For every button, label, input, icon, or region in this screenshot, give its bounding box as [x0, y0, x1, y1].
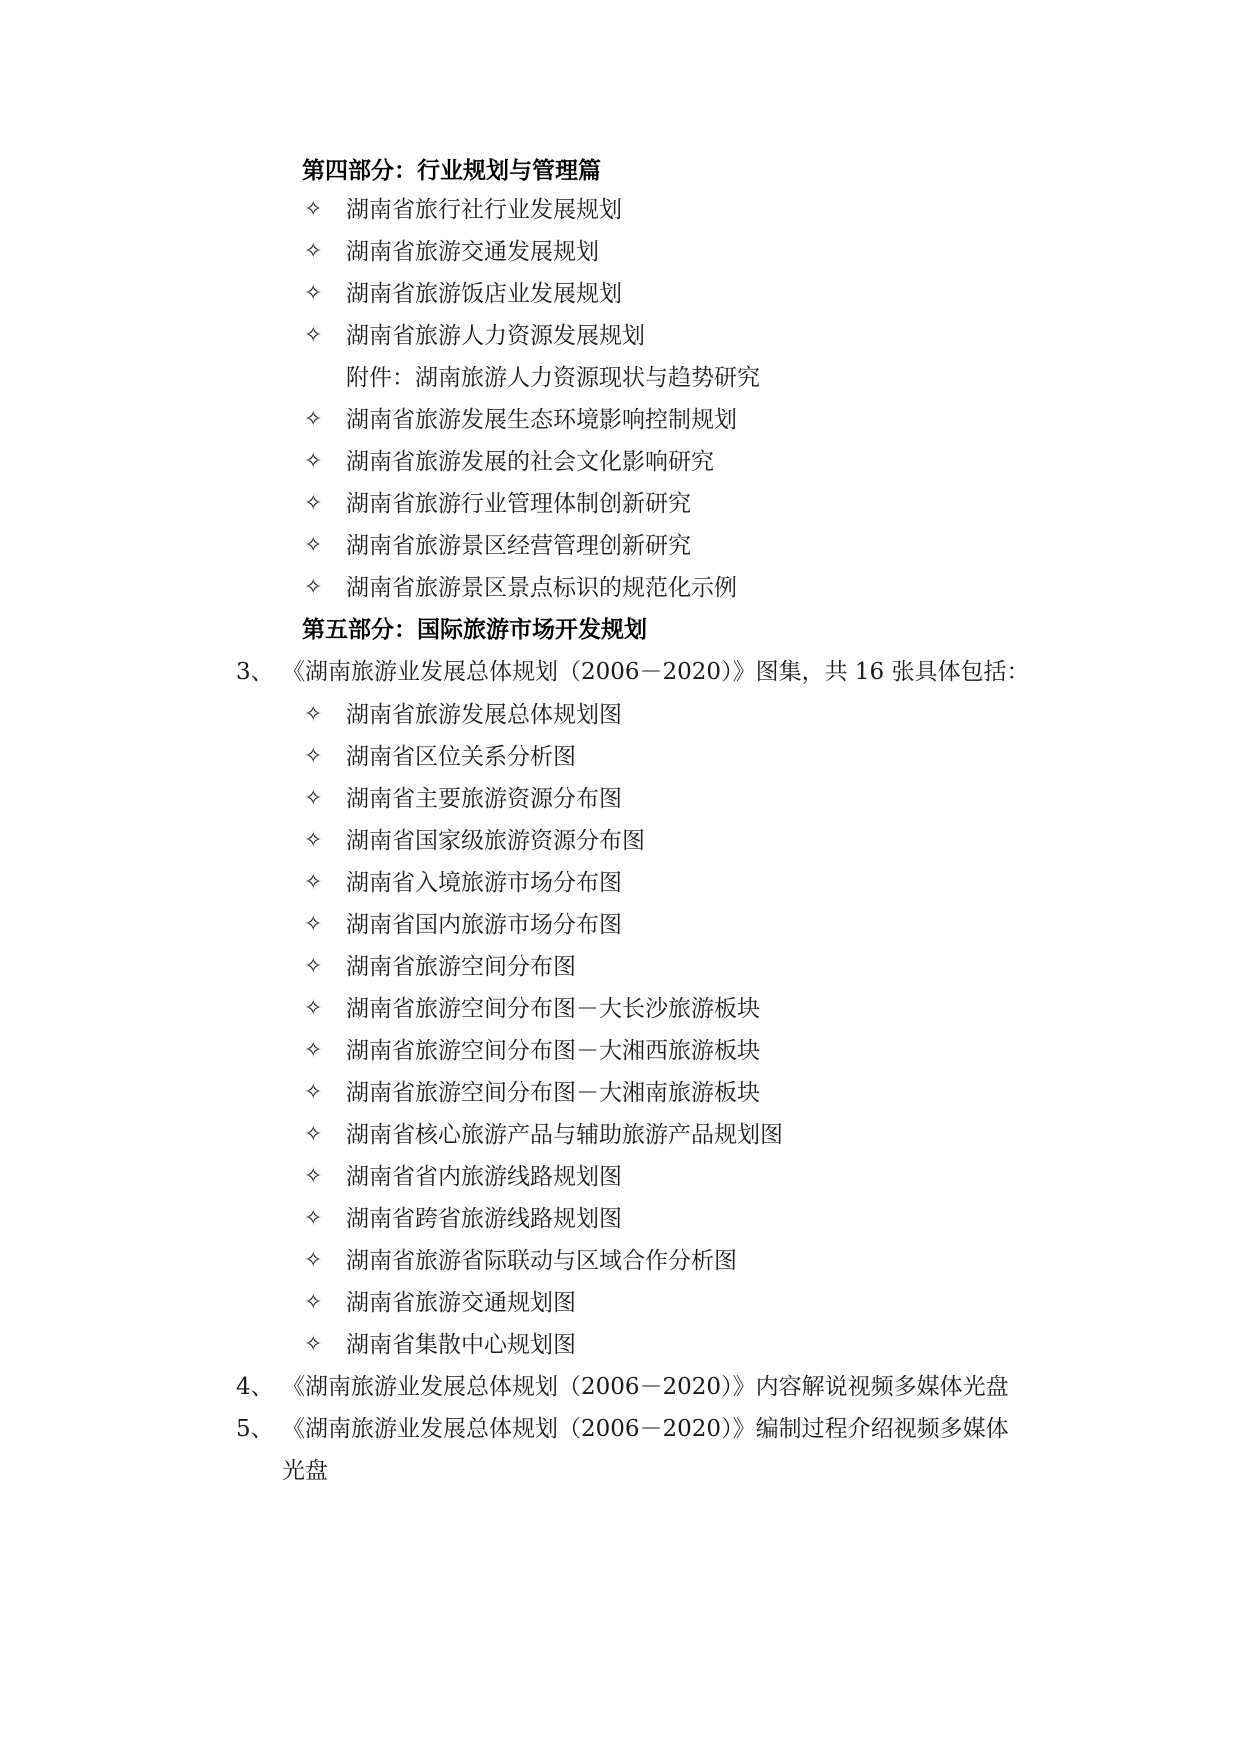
map-title: 湖南省跨省旅游线路规划图 [346, 1206, 622, 1232]
map-title: 湖南省国家级旅游资源分布图 [346, 828, 645, 854]
bullet-icon: ✧ [304, 239, 323, 264]
item-text: 《湖南旅游业发展总体规划（2006－2020）》内容解说视频多媒体光盘 [282, 1374, 1009, 1400]
list-item-text: 湖南省旅游景区经营管理创新研究 [346, 533, 691, 559]
item-number: 4、 [236, 1374, 274, 1400]
part5-heading: 第五部分：国际旅游市场开发规划 [302, 616, 647, 643]
bullet-icon: ✧ [304, 407, 323, 432]
bullet-icon: ✧ [304, 744, 323, 769]
bullet-icon: ✧ [304, 870, 323, 895]
bullet-icon: ✧ [304, 702, 323, 727]
bullet-icon: ✧ [304, 954, 323, 979]
bullet-icon: ✧ [304, 912, 323, 937]
bullet-icon: ✧ [304, 1248, 323, 1273]
bullet-icon: ✧ [304, 1164, 323, 1189]
list-item-text: 湖南省旅游景区景点标识的规范化示例 [346, 575, 737, 601]
bullet-icon: ✧ [304, 1080, 323, 1105]
map-title: 湖南省区位关系分析图 [346, 744, 576, 770]
list-item-text: 湖南省旅行社行业发展规划 [346, 197, 622, 223]
bullet-icon: ✧ [304, 1122, 323, 1147]
map-title: 湖南省旅游交通规划图 [346, 1290, 576, 1316]
bullet-icon: ✧ [304, 828, 323, 853]
map-title: 湖南省核心旅游产品与辅助旅游产品规划图 [346, 1122, 783, 1148]
map-title: 湖南省省内旅游线路规划图 [346, 1164, 622, 1190]
bullet-icon: ✧ [304, 491, 323, 516]
list-item-text: 湖南省旅游行业管理体制创新研究 [346, 491, 691, 517]
list-item-text: 湖南省旅游发展生态环境影响控制规划 [346, 407, 737, 433]
list-item-text: 湖南省旅游人力资源发展规划 [346, 323, 645, 349]
attachment-text: 附件：湖南旅游人力资源现状与趋势研究 [346, 365, 760, 391]
bullet-icon: ✧ [304, 1290, 323, 1315]
item-text: 《湖南旅游业发展总体规划（2006－2020）》编制过程介绍视频多媒体 [282, 1416, 1009, 1442]
bullet-icon: ✧ [304, 1206, 323, 1231]
bullet-icon: ✧ [304, 1332, 323, 1357]
bullet-icon: ✧ [304, 323, 323, 348]
item-text-continuation: 光盘 [282, 1458, 328, 1484]
bullet-icon: ✧ [304, 533, 323, 558]
map-title: 湖南省旅游空间分布图 [346, 954, 576, 980]
list-item-text: 湖南省旅游发展的社会文化影响研究 [346, 449, 714, 475]
item-number: 3、 [236, 659, 274, 685]
item-text: 《湖南旅游业发展总体规划（2006－2020）》图集，共 16 张具体包括： [282, 659, 1030, 685]
bullet-icon: ✧ [304, 281, 323, 306]
list-item-text: 湖南省旅游交通发展规划 [346, 239, 599, 265]
bullet-icon: ✧ [304, 575, 323, 600]
bullet-icon: ✧ [304, 1038, 323, 1063]
map-title: 湖南省国内旅游市场分布图 [346, 912, 622, 938]
bullet-icon: ✧ [304, 996, 323, 1021]
item-number: 5、 [236, 1416, 274, 1442]
map-title: 湖南省主要旅游资源分布图 [346, 786, 622, 812]
map-title: 湖南省旅游空间分布图－大湘南旅游板块 [346, 1080, 760, 1106]
part4-heading: 第四部分：行业规划与管理篇 [302, 157, 601, 184]
map-title: 湖南省旅游空间分布图－大长沙旅游板块 [346, 996, 760, 1022]
list-item-text: 湖南省旅游饭店业发展规划 [346, 281, 622, 307]
map-title: 湖南省旅游空间分布图－大湘西旅游板块 [346, 1038, 760, 1064]
map-title: 湖南省旅游省际联动与区域合作分析图 [346, 1248, 737, 1274]
bullet-icon: ✧ [304, 197, 323, 222]
bullet-icon: ✧ [304, 786, 323, 811]
bullet-icon: ✧ [304, 449, 323, 474]
map-title: 湖南省入境旅游市场分布图 [346, 870, 622, 896]
map-title: 湖南省旅游发展总体规划图 [346, 702, 622, 728]
map-title: 湖南省集散中心规划图 [346, 1332, 576, 1358]
